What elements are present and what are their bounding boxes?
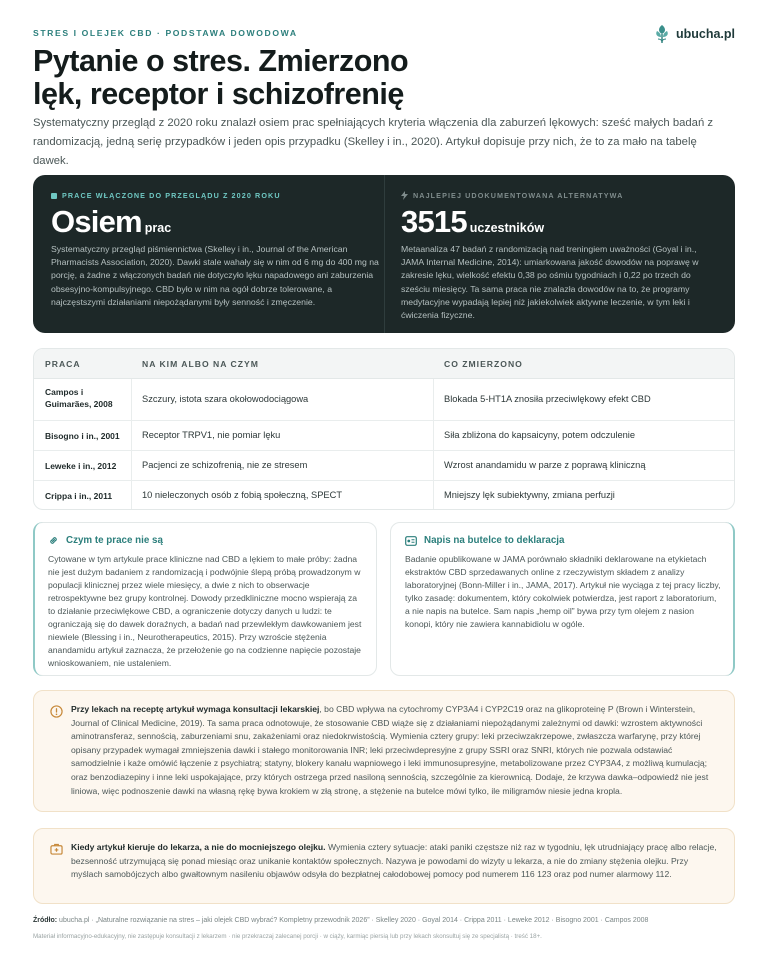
stats-divider xyxy=(384,175,385,333)
cell-paper: Campos i Guimarães, 2008 xyxy=(45,387,113,409)
stat-value xyxy=(51,204,381,240)
stat-included-papers xyxy=(51,191,381,309)
table-row xyxy=(34,481,734,509)
studies-table xyxy=(33,348,735,510)
header-paper: PRACA xyxy=(45,359,81,369)
warning-text: Przy lekach na receptę artykuł wymaga konsultacji lekarskiej, bo CBD wpływa na cytochromy CYP3A4 i CYP2C19 oraz na glikoproteinę P (Brown i Winterstein, Journal of Clinical Medicine, 2019). Ta sama praca odnotowuje, że stosowanie CBD wiąże się z działaniami niepożądanymi zależnymi od dawki: wzrostem aktywności aminotransferaz, sennością, zaburzeniami snu, zakażeniami oraz niedokrwistością. Wymienia cztery grupy: leki przeciwzakrzepowe, zwłaszcza warfarynę, przy której opisany przypadek wymagał zmniejszenia dawki i stałego monitorowania INR; leki przeciwdepresyjne z grupy SSRI oraz SNRI, których nie pozwala odstawiać samodzielnie i każe omówić łączenie z psychiatrą; statyny, blokery kanału wapniowego i leki immunosupresyjne, metabolizowane przez CYP3A4, z możliwą kumulacją; oraz benzodiazepiny i inne leki uspokajające, przy których ostrzega przed nasiloną sennością, szczególnie za kierownicą. Dodaje, że krzywa dawka–odpowiedź nie jest liniowa, więc podnoszenie dawki na własną rękę bywa krokiem w złą stronę, a stężenie na butelce mówi tylko, ile miligramów niesie jedna kropla. xyxy=(71,704,709,796)
label-icon xyxy=(405,536,417,546)
square-bullet-icon xyxy=(51,193,57,199)
stat-description: Metaanaliza 47 badań z randomizacją nad treningiem uważności (Goyal i in., JAMA Internal Medicine, 2014): umiarkowana jakość dowodów na poprawę w zakresie lęku, wielkość efektu 0,38 po ośmiu tygodniach i 0,22 po trzech do sześciu miesięcy. Ta sama praca nie znalazła dowodów na to, że programy medytacyjne wypadają lepiej niż jakiekolwiek aktywne leczenie, w tym leki i ćwiczenia fizyczne. xyxy=(401,244,699,321)
lead-paragraph: Systematyczny przegląd z 2020 roku znalazł osiem prac spełniających kryteria włączenia dla zaburzeń lękowych: sześć małych badań z randomizacją, jedną serię przypadków i jeden opis przypadku (Skelley i in., 2020). Artykuł dopisuje przy nich, że to za mało na tabelę dawek. xyxy=(33,117,714,167)
link-icon xyxy=(48,535,59,546)
card-label-declaration xyxy=(390,522,735,676)
cell-paper: Leweke i in., 2012 xyxy=(45,461,117,471)
cell-subject: Receptor TRPV1, nie pomiar lęku xyxy=(142,430,281,440)
card-limitations xyxy=(33,522,377,676)
doctor-text: Kiedy artykuł kieruje do lekarza, a nie do mocniejszego olejku. Wymienia cztery sytuacje: ataki paniki częstsze niż raz w tygodniu, lęk utrudniający pracę albo relacje, bezsenność utrzymującą się ponad miesiąc oraz unikanie kontaktów społecznych. Nazywa je powodami do wizyty u lekarza, a nie do zmiany stężenia olejku. Przy myślach samobójczych albo gwałtownym nasileniu objawów odsyła do bezpłatnej całodobowej pomocy pod numerem 116 123 oraz pod numer alarmowy 112. xyxy=(71,842,717,880)
drug-interaction-warning xyxy=(33,690,735,812)
table-row xyxy=(34,451,734,481)
source-line: Źródło: ubucha.pl · „Naturalne rozwiązanie na stres – jaki olejek CBD wybrać? Kompletny przewodnik 2026” · Skelley 2020 · Goyal 2014 · Crippa 2011 · Leweke 2012 · Bisogno 2001 · Campos 2008 xyxy=(33,917,649,924)
lightning-icon xyxy=(401,191,408,200)
eyebrow-label: STRES I OLEJEK CBD · PODSTAWA DOWODOWA xyxy=(33,28,298,38)
card-title: Napis na butelce to deklaracja xyxy=(405,535,564,546)
cell-subject: Pacjenci ze schizofrenią, nie ze stresem xyxy=(142,460,308,470)
stat-value xyxy=(401,204,719,240)
stat-description: Systematyczny przegląd piśmiennictwa (Skelley i in., Journal of the American Pharmacists Association, 2020). Dawki stale wahały się w nim od 6 mg do 400 mg na porcję, a żadne z włączonych badań nie dotyczyło lęku napadowego ani zaburzenia obsesyjno-kompulsyjnego. CBD było w nim na ogół dobrze tolerowane, a najczęstszymi działaniami niepożądanymi były senność i zmęczenie. xyxy=(51,244,379,307)
table-row xyxy=(34,379,734,421)
cell-subject: Szczury, istota szara okołowodociągowa xyxy=(142,394,309,404)
logo-text: ubucha.pl xyxy=(675,27,735,41)
info-circle-icon xyxy=(50,705,63,718)
cell-measured: Blokada 5-HT1A znosiła przeciwlękowy efekt CBD xyxy=(444,394,651,404)
cell-measured: Mniejszy lęk subiektywny, zmiana perfuzji xyxy=(444,490,615,500)
card-accent xyxy=(725,522,735,676)
see-doctor-notice xyxy=(33,828,735,904)
card-text: Badanie opublikowane w JAMA porównało składniki deklarowane na etykietach ekstraktów CBD sprzedawanych online z rzeczywistym składem z analizy laboratoryjnej (Bonn-Miller i in., JAMA, 2017). Artykuł nie wyciąga z tej pracy liczby, tylko zasadę: dokumentem, który cokolwiek potwierdza, jest raport z laboratorium, a nie napis na butelce. Sam napis „hemp oil” bywa przy tym olejem z nasion konopi, który nie zawiera kannabidiolu w ogóle. xyxy=(405,554,721,629)
stat-alternative xyxy=(401,191,719,322)
top-bar xyxy=(33,24,735,44)
table-header xyxy=(34,349,734,379)
cell-paper: Crippa i in., 2011 xyxy=(45,491,113,501)
header-subject: NA KIM ALBO NA CZYM xyxy=(142,359,259,369)
cell-measured: Siła zbliżona do kapsaicyny, potem odczulenie xyxy=(444,430,636,440)
card-text: Cytowane w tym artykule prace kliniczne nad CBD a lękiem to małe próby: żadna nie jest dużym badaniem z randomizacją i podwójnie ślepą próbą prowadzonym w populacji klinicznej przez wiele miesięcy, a dwie z nich to obserwacje retrospektywne bez grupy kontrolnej. Dowody przedkliniczne mocno wspierają za to działanie przeciwlękowe CBD, a ograniczenie dotyczy danych u ludzi: te ograniczają się do dawek doraźnych, a badań nad przewlekłym dawkowaniem jest niewiele (Blessing i in., Neurotherapeutics, 2015). Przy wzroście stężenia anandamidu artykuł zaznacza, że przełożenie go na codzienne napięcie pozostaje wnioskowaniem, nie ustaleniem. xyxy=(48,554,362,668)
card-title: Czym te prace nie są xyxy=(48,535,163,546)
disclaimer: Materiał informacyjno-edukacyjny, nie zastępuje konsultacji z lekarzem · nie przekraczaj zalecanej porcji · w ciąży, karmiąc piersią lub przy lekach skonsultuj się ze specjalistą · treść 18+. xyxy=(33,933,542,940)
page-title: Pytanie o stres. Zmierzono lęk, receptor i schizofrenię xyxy=(33,44,409,111)
stat-number: Osiem xyxy=(51,204,142,239)
cell-paper: Bisogno i in., 2001 xyxy=(45,431,120,441)
cell-subject: 10 nieleczonych osób z fobią społeczną, SPECT xyxy=(142,490,342,500)
table-row xyxy=(34,421,734,451)
header-measured: CO ZMIERZONO xyxy=(444,359,523,369)
logo[interactable] xyxy=(654,24,735,44)
card-accent xyxy=(33,522,43,676)
stat-label: PRACE WŁĄCZONE DO PRZEGLĄDU Z 2020 ROKU xyxy=(51,191,381,200)
stat-unit: uczestników xyxy=(469,221,545,235)
stats-panel xyxy=(33,175,735,333)
stat-unit: prac xyxy=(144,221,172,235)
leaf-logo-icon xyxy=(654,24,670,44)
cell-measured: Wzrost anandamidu w parze z poprawą kliniczną xyxy=(444,460,646,470)
medical-kit-icon xyxy=(50,843,63,855)
stat-number: 3515 xyxy=(401,204,467,239)
stat-label: NAJLEPIEJ UDOKUMENTOWANA ALTERNATYWA xyxy=(401,191,719,200)
